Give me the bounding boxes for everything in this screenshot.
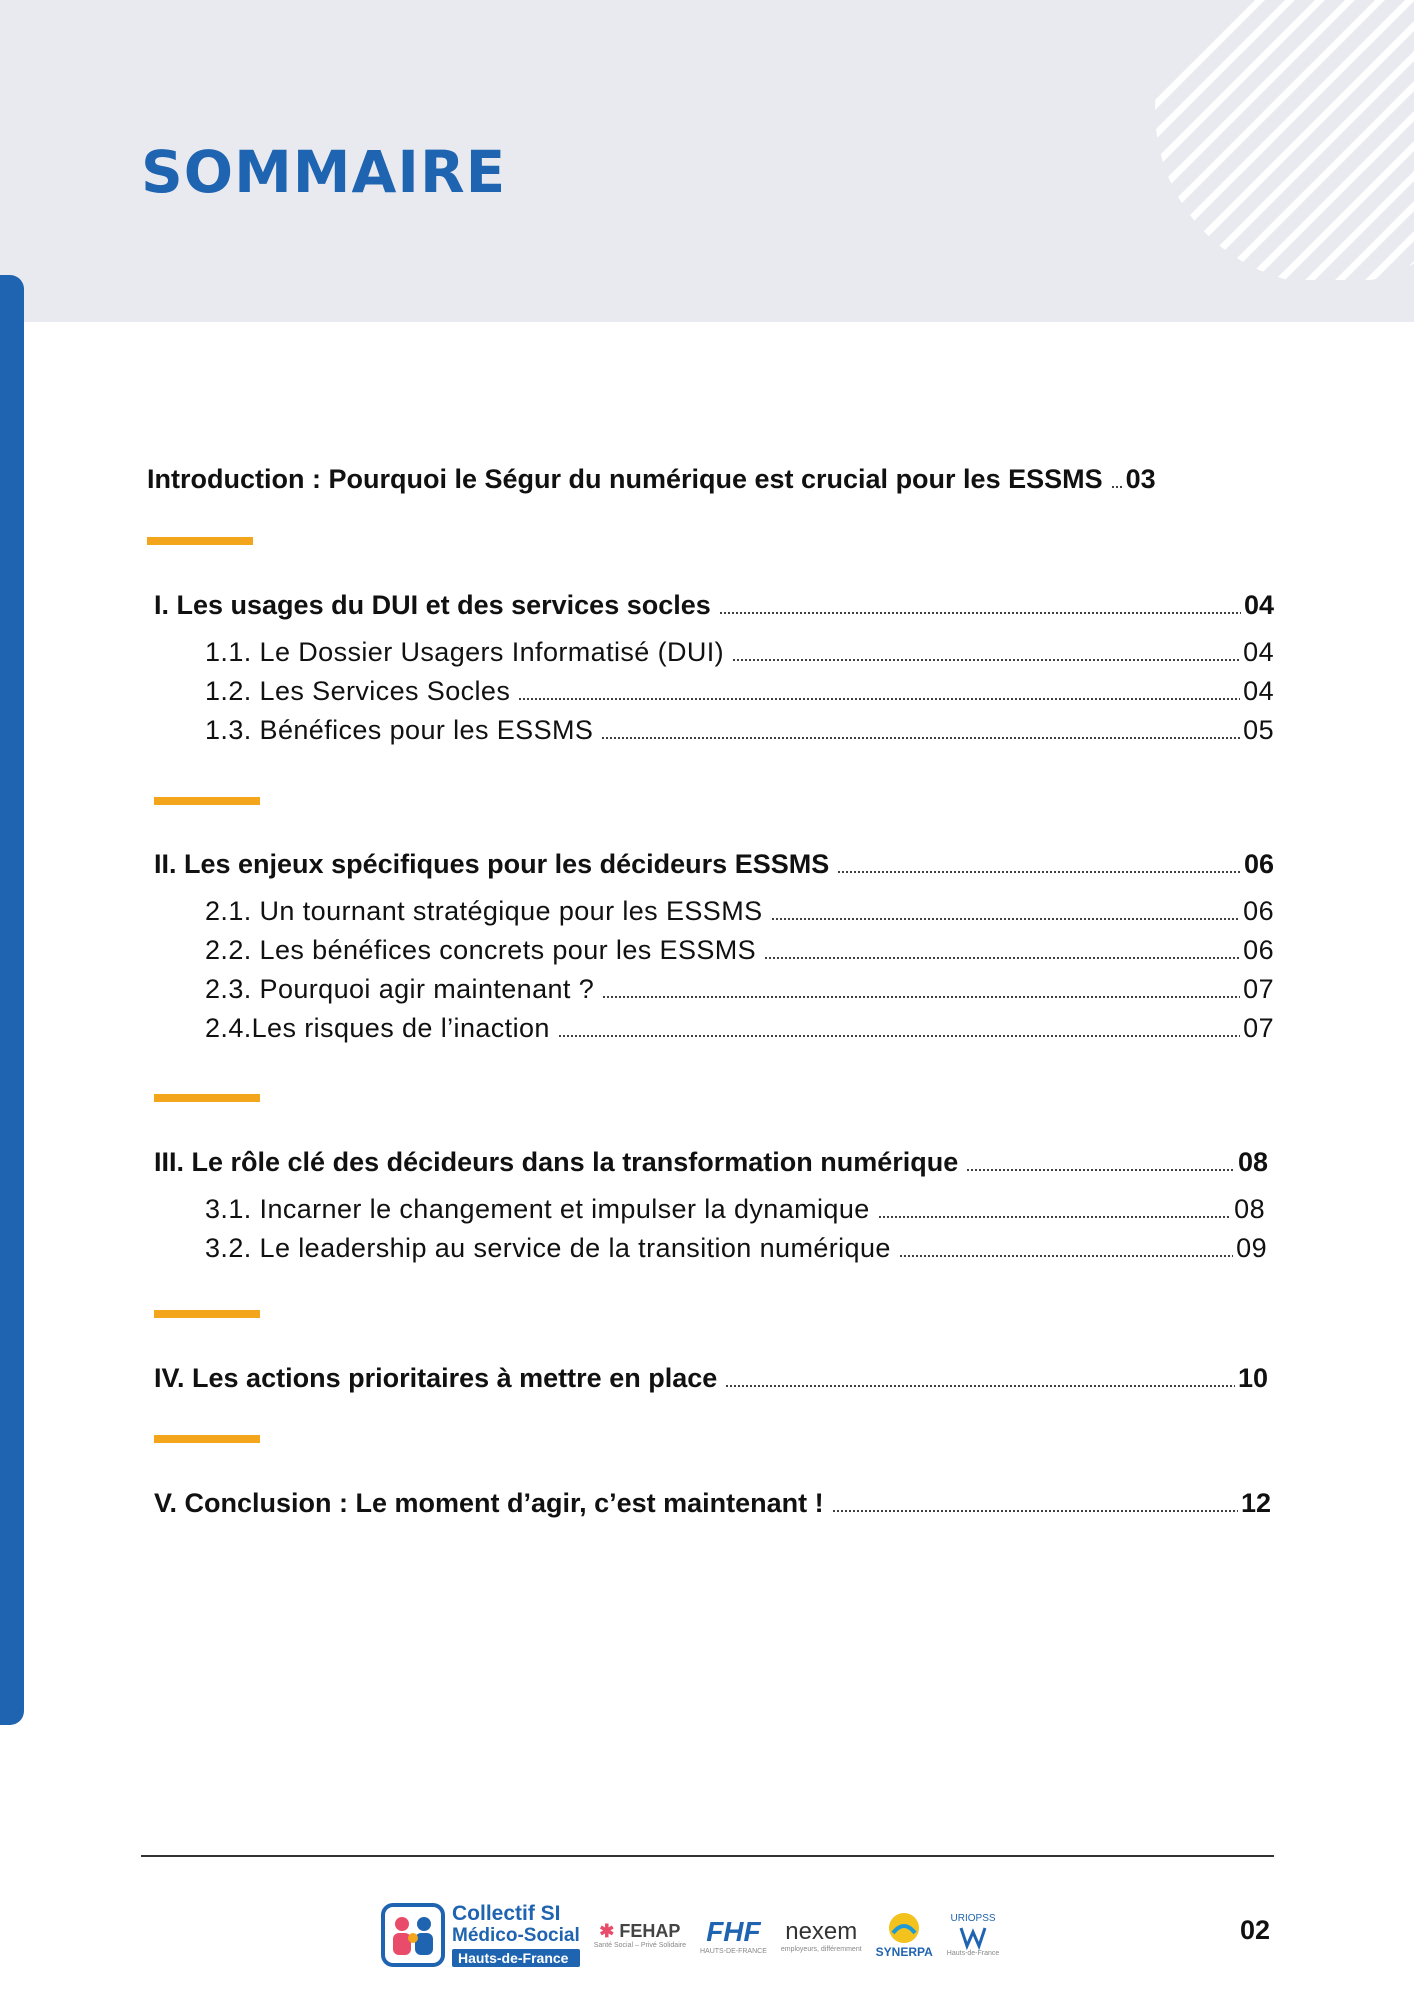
logo-text: nexem [785, 1917, 858, 1945]
logo-subtext: employeurs, différemment [780, 1945, 862, 1953]
toc-dot-leader [764, 956, 1240, 960]
section-divider [154, 797, 260, 805]
toc-subentry-page: 06 [1243, 896, 1274, 926]
toc-dot-leader [602, 995, 1240, 999]
toc-entry-section-4[interactable] [154, 1363, 1268, 1394]
logo-text: URIOPSS [950, 1913, 996, 1924]
toc-subentry[interactable] [205, 1194, 1265, 1225]
toc-subentry-title: 2.1. Un tournant stratégique pour les ESSMS [205, 896, 763, 926]
toc-entry-page: 03 [1125, 464, 1156, 494]
toc-entry-title: V. Conclusion : Le moment d’agir, c’est maintenant ! [154, 1488, 824, 1518]
toc-dot-leader [878, 1215, 1231, 1219]
logo-nexem [781, 1918, 862, 1953]
toc-dot-leader [601, 736, 1240, 740]
section-divider [154, 1310, 260, 1318]
toc-entry-page: 06 [1243, 849, 1274, 879]
toc-subentry-title: 3.1. Incarner le changement et impulser la dynamique [205, 1194, 870, 1224]
toc-subentry[interactable] [205, 676, 1274, 707]
toc-subentry-title: 1.3. Bénéfices pour les ESSMS [205, 715, 594, 745]
section-divider [154, 1094, 260, 1102]
toc-subentry-page: 07 [1243, 1013, 1274, 1043]
section-divider [147, 537, 253, 545]
toc-dot-leader [837, 870, 1241, 874]
toc-subentry-page: 04 [1243, 637, 1274, 667]
toc-entry-section-3[interactable] [154, 1147, 1268, 1178]
toc-subentry-title: 2.2. Les bénéfices concrets pour les ESSMS [205, 935, 757, 965]
toc-subentry-title: 2.4.Les risques de l’inaction [205, 1013, 550, 1043]
logo-fehap: ✱ FEHAP Santé Social – Privé Solidaire [593, 1921, 686, 1949]
collectif-people-icon [380, 1902, 446, 1968]
partner-logos [380, 1885, 1030, 1985]
logo-text: FHF [706, 1915, 761, 1947]
toc-subentry[interactable] [205, 1013, 1274, 1044]
toc-subentry[interactable] [205, 637, 1274, 668]
hatch-decoration [1140, 0, 1414, 280]
toc-dot-leader [725, 1384, 1235, 1388]
logo-text: Médico-Social [452, 1925, 580, 1946]
logo-text: Hauts-de-France [452, 1949, 580, 1967]
toc-subentry-title: 1.2. Les Services Socles [205, 676, 511, 706]
toc-entry-section-5[interactable] [154, 1488, 1271, 1519]
toc-subentry-page: 07 [1243, 974, 1274, 1004]
logo-synerpa [876, 1911, 933, 1959]
logo-subtext: Santé Social – Privé Solidaire [593, 1942, 686, 1949]
toc-entry-intro[interactable] [147, 464, 1265, 495]
page-title: SOMMAIRE [141, 138, 507, 206]
section-divider [154, 1435, 260, 1443]
logo-text: Collectif SI [452, 1902, 561, 1925]
footer-rule [141, 1855, 1274, 1857]
toc-entry-page: 04 [1243, 590, 1274, 620]
toc-subentry[interactable] [205, 896, 1274, 927]
toc-dot-leader [771, 917, 1241, 921]
uriopss-mark-icon [958, 1924, 988, 1950]
toc-entry-page: 10 [1237, 1363, 1268, 1393]
toc-subentry-title: 2.3. Pourquoi agir maintenant ? [205, 974, 595, 1004]
logo-subtext: HAUTS-DE-FRANCE [699, 1947, 767, 1955]
toc-subentry-page: 08 [1234, 1194, 1265, 1224]
toc-dot-leader [832, 1509, 1238, 1513]
toc-entry-page: 12 [1240, 1488, 1271, 1518]
toc-dot-leader [719, 611, 1241, 615]
toc-entry-section-1[interactable] [154, 590, 1274, 621]
toc-subentry-page: 09 [1236, 1233, 1267, 1263]
toc-entry-page: 08 [1237, 1147, 1268, 1177]
toc-subentry[interactable] [205, 1233, 1267, 1264]
toc-entry-title: III. Le rôle clé des décideurs dans la transformation numérique [154, 1147, 959, 1177]
toc-dot-leader [558, 1034, 1240, 1038]
toc-dot-leader [518, 697, 1240, 701]
logo-collectif-si [380, 1902, 580, 1968]
toc-subentry-page: 06 [1243, 935, 1274, 965]
toc-subentry-page: 05 [1243, 715, 1274, 745]
toc-subentry-title: 1.1. Le Dossier Usagers Informatisé (DUI) [205, 637, 725, 667]
toc-subentry-page: 04 [1243, 676, 1274, 706]
toc-subentry[interactable] [205, 935, 1274, 966]
logo-text: SYNERPA [875, 1945, 933, 1959]
toc-dot-leader [966, 1168, 1235, 1172]
logo-fhf [700, 1916, 767, 1955]
logo-text: FEHAP [619, 1921, 681, 1941]
toc-entry-title: I. Les usages du DUI et des services socles [154, 590, 711, 620]
toc-dot-leader [732, 658, 1240, 662]
header-band [0, 0, 1414, 322]
logo-uriopss [947, 1913, 1000, 1957]
toc-subentry[interactable] [205, 974, 1274, 1005]
side-accent-bar [0, 275, 24, 1725]
toc-entry-title: II. Les enjeux spécifiques pour les décideurs ESSMS [154, 849, 830, 879]
toc-entry-title: IV. Les actions prioritaires à mettre en place [154, 1363, 718, 1393]
toc-subentry-title: 3.2. Le leadership au service de la transition numérique [205, 1233, 891, 1263]
page-number: 02 [1240, 1915, 1271, 1945]
toc-entry-title: Introduction : Pourquoi le Ségur du numérique est crucial pour les ESSMS [147, 464, 1103, 494]
synerpa-sun-icon [887, 1911, 921, 1945]
toc-subentry[interactable] [205, 715, 1274, 746]
toc-entry-section-2[interactable] [154, 849, 1274, 880]
toc-dot-leader [1111, 485, 1123, 489]
logo-subtext: Hauts-de-France [946, 1950, 1000, 1957]
toc-dot-leader [899, 1254, 1233, 1258]
